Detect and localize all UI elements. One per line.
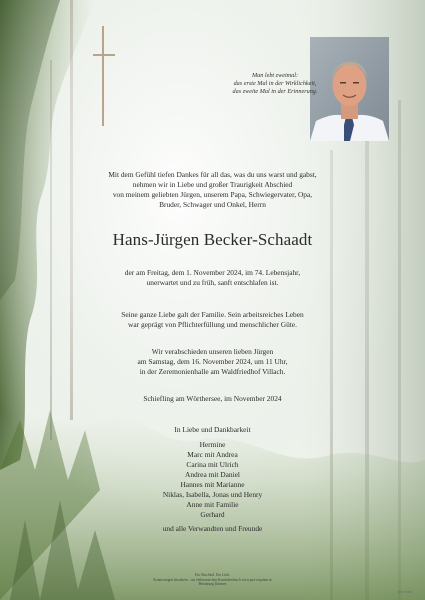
farewell-line: Wir verabschieden unseren lieben Jürgen bbox=[151, 347, 274, 356]
mourner-name: Andrea mit Daniel bbox=[184, 470, 240, 479]
cross-icon bbox=[93, 26, 115, 126]
tribute-text bbox=[40, 310, 385, 330]
death-line: unerwartet und zu früh, sanft entschlafen ist. bbox=[146, 278, 279, 287]
deceased-name: Hans-Jürgen Becker-Schaadt bbox=[112, 230, 313, 249]
mourners-list bbox=[40, 440, 385, 520]
quote-line: das erste Mal in der Wirklichkeit, bbox=[233, 80, 317, 87]
mourner-name: Niklas, Isabella, Jonas und Henry bbox=[162, 490, 263, 499]
footer-line: Ein Abschied. Ein Licht. bbox=[194, 573, 231, 577]
place-date: Schiefling am Wörthersee, im November 2024 bbox=[143, 394, 282, 403]
quote-line: Man lebt zweimal: bbox=[251, 72, 299, 79]
death-notice bbox=[40, 268, 385, 288]
intro-line: Mit dem Gefühl tiefen Dankes für all das, was du uns warst und gabst, bbox=[108, 170, 317, 179]
quote bbox=[180, 72, 370, 96]
footer bbox=[90, 573, 335, 587]
intro-text bbox=[40, 170, 385, 210]
document-code: ID 87 9000 bbox=[398, 590, 412, 594]
mourner-name: Marc mit Andrea bbox=[187, 450, 238, 459]
mourner-name: Hannes mit Marianne bbox=[180, 480, 245, 489]
mourners-closing: und alle Verwandten und Freunde bbox=[162, 524, 263, 533]
intro-line: von meinem geliebten Jürgen, unserem Papa, Schwiegervater, Opa, bbox=[112, 190, 313, 199]
mourners-heading: In Liebe und Dankbarkeit bbox=[174, 425, 251, 434]
tribute-line: war geprägt von Pflichterfüllung und menschlicher Güte. bbox=[128, 320, 297, 329]
quote-line: das zweite Mal in der Erinnerung. bbox=[232, 88, 318, 95]
tribute-line: Seine ganze Liebe galt der Familie. Sein arbeitsreiches Leben bbox=[121, 310, 304, 319]
mourner-name: Gerhard bbox=[200, 510, 225, 519]
mourner-name: Hermine bbox=[199, 440, 226, 449]
farewell-line: am Samstag, dem 16. November 2024, um 11 Uhr, bbox=[137, 357, 288, 366]
farewell-line: in der Zeremonienhalle am Waldfriedhof Villach. bbox=[139, 367, 286, 376]
footer-line: Bestattung Kärnten bbox=[198, 582, 227, 587]
intro-line: nehmen wir in Liebe und großer Traurigkeit Abschied bbox=[132, 180, 293, 189]
death-line: der am Freitag, dem 1. November 2024, im 74. Lebensjahr, bbox=[124, 268, 301, 277]
mourner-name: Carina mit Ulrich bbox=[186, 460, 239, 469]
intro-line: Bruder, Schwager und Onkel, Herrn bbox=[159, 200, 266, 209]
farewell-details bbox=[40, 347, 385, 377]
mourner-name: Anne mit Familie bbox=[186, 500, 239, 509]
footer-line: Erinnerungen bewahren – im elektronischen Kondolenzbuch www.pax-requiem.at bbox=[153, 577, 272, 582]
